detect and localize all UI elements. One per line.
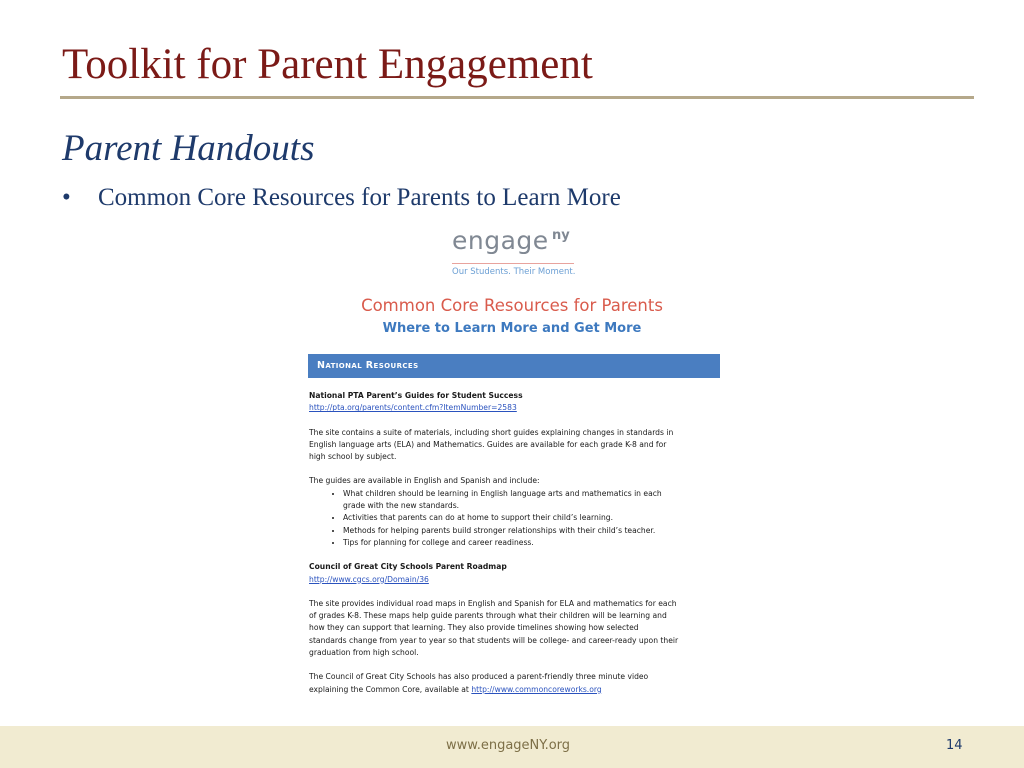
title-divider [60, 96, 974, 99]
list-item-line: What children should be learning in English language arts and mathematics in each [343, 488, 662, 498]
section-header-bar [308, 354, 720, 378]
closing-line: The Council of Great City Schools has also produced a parent-friendly three minute video [309, 672, 649, 682]
document-title: Common Core Resources for Parents [361, 296, 663, 315]
resource-description-line: The site provides individual road maps in English and Spanish for ELA and mathematics for each [309, 598, 677, 608]
list-item [343, 537, 729, 549]
document-body [309, 390, 729, 696]
list-item-line: Activities that parents can do at home to support their child’s learning. [343, 513, 613, 523]
list-item-line: Tips for planning for college and career readiness. [343, 537, 534, 547]
guide-list [309, 488, 729, 549]
list-intro: The guides are available in English and Spanish and include: [309, 476, 540, 486]
slide-subtitle: Parent Handouts [62, 128, 315, 169]
closing-text: explaining the Common Core, available at [309, 684, 469, 694]
closing-line [309, 684, 729, 696]
resource-description-line: how they can support that learning. They also provide timelines showing how selected [309, 623, 639, 633]
footer-url[interactable]: www.engageNY.org [446, 738, 571, 753]
section-header-text: National Resources [317, 360, 419, 371]
resource-link[interactable]: http://pta.org/parents/content.cfm?ItemNumber=2583 [309, 403, 517, 413]
resource-description-line: of grades K-8. These maps help guide parents through what their children will be learning and [309, 611, 667, 621]
footer-bar [0, 726, 1024, 768]
logo-underline [452, 263, 574, 264]
resource-link[interactable]: http://www.cgcs.org/Domain/36 [309, 574, 429, 584]
video-link[interactable]: http://www.commoncoreworks.org [471, 684, 602, 694]
resource-description-line: standards change from year to year so that students will be college- and career-ready upon their [309, 635, 679, 645]
logo-tagline: Our Students. Their Moment. [452, 267, 576, 277]
resource-name: Council of Great City Schools Parent Roadmap [309, 562, 507, 572]
page-number: 14 [946, 738, 963, 753]
list-item-line: grade with the new standards. [343, 501, 460, 511]
engageny-logo [452, 226, 576, 277]
resource-description-line: English language arts (ELA) and Mathematics. Guides are available for each grade K-8 and for [309, 439, 667, 449]
resource-description-line: graduation from high school. [309, 648, 419, 658]
resource-description-line: high school by subject. [309, 452, 397, 462]
list-item [343, 525, 729, 537]
resource-name: National PTA Parent’s Guides for Student Success [309, 391, 523, 400]
document-subtitle: Where to Learn More and Get More [382, 321, 642, 336]
bullet-item [62, 184, 621, 212]
list-item-line: Methods for helping parents build stronger relationships with their child’s teacher. [343, 525, 656, 535]
logo-superscript: ny [552, 228, 570, 243]
list-item [343, 488, 729, 513]
logo-word: engage [452, 226, 549, 255]
bullet-dot: • [62, 184, 71, 211]
slide-title: Toolkit for Parent Engagement [62, 41, 593, 88]
resource-description-line: The site contains a suite of materials, including short guides explaining changes in standards in [309, 427, 674, 437]
list-item [343, 512, 729, 524]
bullet-text: Common Core Resources for Parents to Learn More [98, 184, 621, 211]
